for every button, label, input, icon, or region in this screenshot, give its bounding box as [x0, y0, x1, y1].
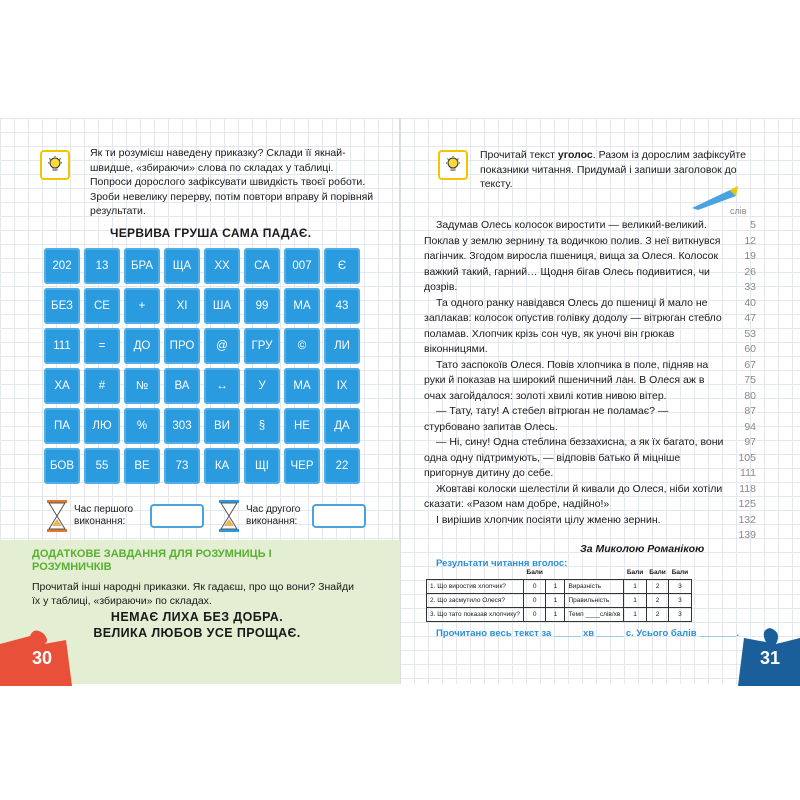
syllable-tile: 007 [284, 248, 320, 284]
syllable-tile: ВА [164, 368, 200, 404]
word-count: 60 [744, 343, 756, 355]
proverb-3: ВЕЛИКА ЛЮБОВ УСЕ ПРОЩАЄ. [93, 626, 301, 640]
results-cell: 0 [524, 580, 546, 594]
syllable-tile: 99 [244, 288, 280, 324]
reading-instruction: Прочитай текст уголос. Разом із дорослим зафіксуйте показники читання. Придумай і запиши заголовок до тексту. [480, 149, 746, 190]
word-count-column [730, 218, 756, 544]
results-header-cell [546, 566, 565, 580]
lightbulb-icon [40, 150, 70, 180]
results-header-cell: Бали [626, 569, 644, 576]
story-paragraph: Та одного ранку навідався Олесь до пшениці й мало не заплакав: колосок опустив голівку додолу — вітрюган стебло поламав. Хлопчик крізь сон чув, як уночі він грюкав віконницями. [424, 296, 722, 355]
syllable-tile: 22 [324, 448, 360, 484]
syllable-tile: БРА [124, 248, 160, 284]
results-cell: 1 [546, 594, 565, 608]
syllable-tile: СЕ [84, 288, 120, 324]
syllable-tile: 55 [84, 448, 120, 484]
syllable-tile: ВИ [204, 408, 240, 444]
syllable-tile: СА [244, 248, 280, 284]
words-column-label: слів [730, 206, 747, 216]
story-author: За Миколою Романікою [580, 543, 705, 555]
syllable-tile: 111 [44, 328, 80, 364]
results-table-row [427, 594, 692, 608]
word-count: 40 [744, 296, 756, 309]
syllable-tile: 73 [164, 448, 200, 484]
syllable-tile: НЕ [284, 408, 320, 444]
results-table-row [427, 608, 692, 622]
results-header-cell [427, 566, 524, 580]
proverb-2: НЕМАЄ ЛИХА БЕЗ ДОБРА. [110, 610, 284, 624]
results-cell: 2 [646, 608, 668, 622]
story-paragraph: Задумав Олесь колосок виростити — великий-великий. Поклав у землю зернину та водичкою полив. З неї виткнувся пагінчик. Згодом виросла пшениця, вища за Олеся. Колосок важкий такий, гарний… Щодня бігав Олесь подивитися, чи дозрів. [424, 219, 721, 293]
syllable-tile: © [284, 328, 320, 364]
syllable-tile: ХА [44, 368, 80, 404]
story-paragraph: Жовтаві колоски шелестіли й кивали до Олеся, ніби хотіли сказати: «Разом нам добре, надійно!» [424, 482, 723, 510]
word-count: 97 [744, 436, 756, 448]
results-header-cell: Бали [526, 569, 543, 576]
syllable-tile: ↔ [204, 368, 240, 404]
syllable-tile: № [124, 368, 160, 404]
word-count: 111 [740, 467, 756, 479]
summary-line: Прочитано весь текст за _____ хв _____ с. Усього балів _______. [436, 628, 739, 639]
results-cell: 1 [624, 580, 646, 594]
results-header-cell [565, 566, 624, 580]
word-count: 33 [744, 281, 756, 293]
story-text [424, 218, 724, 528]
syllable-tile: ВЕ [124, 448, 160, 484]
syllable-tile: + [124, 288, 160, 324]
word-count: 94 [744, 420, 756, 433]
word-count: 53 [744, 327, 756, 340]
word-count: 5 [750, 219, 756, 231]
results-cell: Виразність [565, 580, 624, 594]
results-table [426, 566, 692, 622]
syllable-tile: КА [204, 448, 240, 484]
syllable-tile: БОВ [44, 448, 80, 484]
results-cell: 2 [646, 594, 668, 608]
results-cell: 1 [546, 580, 565, 594]
results-header-cell: Бали [671, 569, 689, 576]
results-table-header [427, 566, 692, 580]
results-cell: Темп ____слів/хв [565, 608, 624, 622]
word-count: 87 [744, 405, 756, 417]
word-count: 47 [744, 312, 756, 324]
word-count: 125 [738, 498, 756, 510]
syllable-tile: 13 [84, 248, 120, 284]
results-cell: Правильність [565, 594, 624, 608]
word-count: 12 [744, 234, 756, 247]
syllable-tile: # [84, 368, 120, 404]
timer-first-label: Час першого виконання: [74, 504, 134, 527]
timer-first [46, 500, 204, 532]
proverb-title: ЧЕРВИВА ГРУША САМА ПАДАЄ. [110, 226, 312, 240]
extra-task-heading: ДОДАТКОВЕ ЗАВДАННЯ ДЛЯ РОЗУМНИЦЬ І РОЗУМНИЧКІВ [32, 548, 272, 573]
story-paragraph: — Ні, сину! Одна стеблина беззахисна, а як їх багато, вони одна одну підтримують, — відповів батько й міцніше пригорнув дитину до себе. [424, 436, 724, 479]
task-instruction: Як ти розумієш наведену приказку? Склади її якнайшвидше, «збираючи» слова по складах у таблиці. Попроси дорослого зафіксувати швидкість твоєї роботи. Зроби невелику перерву, потім повтори вправу й порівняй результати. [90, 147, 374, 217]
results-cell: 1. Що виростив хлопчик? [427, 580, 524, 594]
syllable-tile: ЩІ [244, 448, 280, 484]
syllable-tile: ДО [124, 328, 160, 364]
story-paragraph: — Тату, тату! А стебел вітрюган не поламає? — стурбовано запитав Олесь. [424, 405, 669, 433]
results-cell: 3 [669, 608, 691, 622]
syllable-tile: ЧЕР [284, 448, 320, 484]
word-count: 139 [738, 529, 756, 541]
lightbulb-icon [438, 150, 468, 180]
word-count: 132 [738, 513, 756, 526]
results-cell: 3. Що тато показав хлопчику? [427, 608, 524, 622]
page-number-right: 31 [760, 648, 781, 668]
syllable-tile: @ [204, 328, 240, 364]
syllable-tile: % [124, 408, 160, 444]
results-cell: 0 [524, 594, 546, 608]
page-number-left: 30 [32, 648, 53, 668]
syllable-tile: Є [324, 248, 360, 284]
hourglass-icon [218, 500, 240, 532]
results-cell: 2 [646, 580, 668, 594]
word-count: 105 [738, 451, 756, 464]
syllable-tile: МА [284, 288, 320, 324]
timer-second [218, 500, 366, 532]
syllable-tile: = [84, 328, 120, 364]
syllable-tile: 303 [164, 408, 200, 444]
word-count: 19 [744, 250, 756, 262]
syllable-tile: ІХ [324, 368, 360, 404]
hourglass-icon [46, 500, 68, 532]
syllable-tile: МА [284, 368, 320, 404]
word-count: 26 [744, 265, 756, 278]
word-count: 67 [744, 358, 756, 371]
results-cell: 3 [669, 594, 691, 608]
word-count: 80 [744, 389, 756, 402]
story-paragraph: Тато заспокоїв Олеся. Повів хлопчика в поле, підняв на руки й показав на широкий пшеничний лан. В Олеся аж в очах загойдалося: золоті хвилі котив нивою вітер. [424, 358, 709, 402]
results-header-cell: Бали [649, 569, 666, 576]
extra-task-text: Прочитай інші народні приказки. Як гадаєш, про що вони? Знайди їх у таблиці, «збираючи» по складах. [32, 581, 354, 607]
syllable-tile: ХХ [204, 248, 240, 284]
syllable-tile: 202 [44, 248, 80, 284]
results-heading: Результати читання вголос: [436, 558, 568, 569]
syllable-tile: 43 [324, 288, 360, 324]
timer-second-label: Час другого виконання: [246, 504, 301, 527]
results-cell: 1 [546, 608, 565, 622]
syllable-tile: ЛИ [324, 328, 360, 364]
syllable-tile: У [244, 368, 280, 404]
syllable-tile: БЕЗ [44, 288, 80, 324]
syllable-tile: ПА [44, 408, 80, 444]
results-cell: 2. Що засмутило Олеся? [427, 594, 524, 608]
timer-first-input[interactable] [150, 504, 204, 528]
results-cell: 0 [524, 608, 546, 622]
syllable-tile: ДА [324, 408, 360, 444]
results-cell: 1 [624, 608, 646, 622]
syllable-tile: ПРО [164, 328, 200, 364]
syllable-tile: ША [204, 288, 240, 324]
timer-second-input[interactable] [312, 504, 366, 528]
results-table-row [427, 580, 692, 594]
syllable-tile: ХІ [164, 288, 200, 324]
syllable-tile: ЛЮ [84, 408, 120, 444]
syllable-tile: ЩА [164, 248, 200, 284]
results-cell: 1 [624, 594, 646, 608]
syllable-table [44, 248, 362, 484]
syllable-tile: ГРУ [244, 328, 280, 364]
story-paragraph: І вирішив хлопчик посіяти цілу жменю зернин. [436, 513, 661, 526]
results-cell: 3 [669, 580, 691, 594]
syllable-tile: § [244, 408, 280, 444]
word-count: 75 [744, 374, 756, 386]
word-count: 118 [739, 482, 756, 495]
